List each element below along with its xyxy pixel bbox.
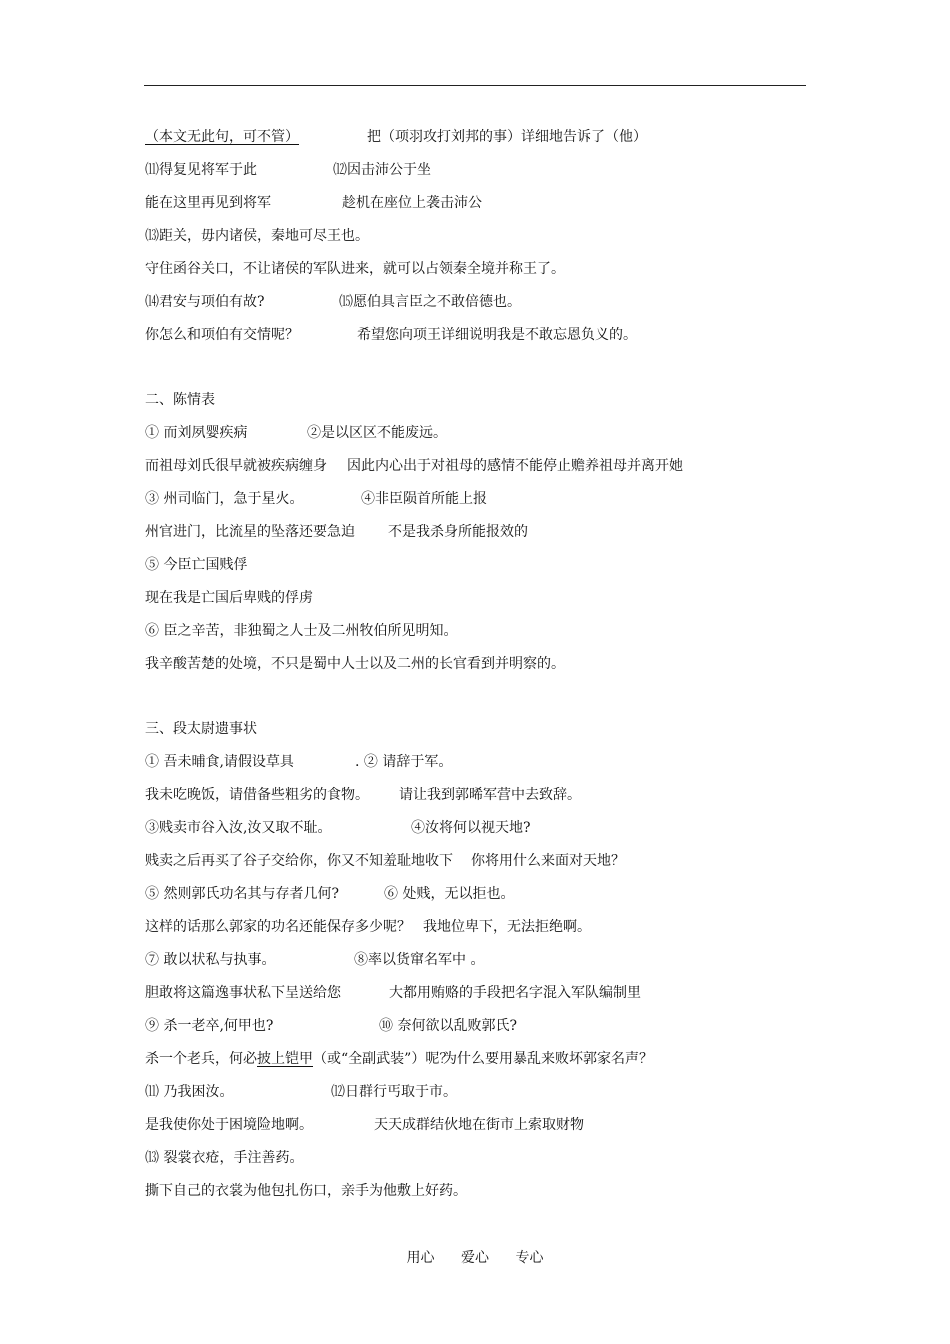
section-title: 二、陈情表 xyxy=(145,392,215,408)
text-line: 守住函谷关口，不让诸侯的军队进来，就可以占领秦全境并称王了。 xyxy=(145,261,565,277)
text-line: 能在这里再见到将军 趁机在座位上袭击沛公 xyxy=(145,195,482,211)
text-line: 胆敢将这篇逸事状私下呈送给您 大都用贿赂的手段把名字混入军队编制里 xyxy=(145,985,641,1001)
text-line: ⑤ 然则郭氏功名其与存者几何? ⑥ 处贱，无以拒也。 xyxy=(145,886,515,902)
text-line: 而祖母刘氏很早就被疾病缠身 因此内心出于对祖母的感情不能停止赡养祖母并离开她 xyxy=(145,458,683,474)
text-line: 杀一个老兵，何必披上铠甲（或“全副武装”）呢？为什么要用暴乱来败坏郭家名声？ xyxy=(145,1051,653,1067)
page-footer: 用心 爱心 专心 xyxy=(406,1250,544,1266)
text-line: ⑾得复见将军于此 ⑿因击沛公于坐 xyxy=(145,162,431,178)
header-rule xyxy=(144,85,806,86)
text-line: 我未吃晚饭，请借备些粗劣的食物。 请让我到郭晞军营中去致辞。 xyxy=(145,787,581,803)
note-underlined: （本文无此句，可不管） xyxy=(145,129,299,145)
section-title: 三、段太尉遗事状 xyxy=(145,721,257,737)
text-line: ⑦ 敢以状私与执事。 ⑧率以货窜名军中 。 xyxy=(145,952,485,968)
text-line: ③ 州司临门，急于星火。 ④非臣陨首所能上报 xyxy=(145,491,487,507)
text-line: 撕下自己的衣裳为他包扎伤口，亲手为他敷上好药。 xyxy=(145,1183,467,1199)
text-line: ① 吾未晡食,请假设草具 . ② 请辞于军。 xyxy=(145,754,453,770)
text-line: 是我使你处于困境险地啊。 天天成群结伙地在街市上索取财物 xyxy=(145,1117,584,1133)
text-line: ⒀ 裂裳衣疮，手注善药。 xyxy=(145,1150,304,1166)
text-line: ⑤ 今臣亡国贱俘 xyxy=(145,557,248,573)
text-line: ⒀距关，毋内诸侯，秦地可尽王也。 xyxy=(145,228,369,244)
text-line: ⑨ 杀一老卒,何甲也? ⑩ 奈何欲以乱败郭氏? xyxy=(145,1018,517,1034)
document-body xyxy=(145,126,825,1213)
text-line: 这样的话那么郭家的功名还能保存多少呢？ 我地位卑下，无法拒绝啊。 xyxy=(145,919,591,935)
text-line: 州官进门，比流星的坠落还要急迫 不是我杀身所能报效的 xyxy=(145,524,528,540)
text-line: （本文无此句，可不管） 把（项羽攻打刘邦的事）详细地告诉了（他） xyxy=(145,126,825,159)
text-line: 我辛酸苦楚的处境，不只是蜀中人士以及二州的长官看到并明察的。 xyxy=(145,656,565,672)
text-line: ③贱卖市谷入汝,汝又取不耻。 ④汝将何以视天地? xyxy=(145,820,531,836)
text-line: ① 而刘夙婴疾病 ②是以区区不能废远。 xyxy=(145,425,447,441)
text-line: ⒁君安与项伯有故? ⒂愿伯具言臣之不敢倍德也。 xyxy=(145,294,521,310)
text-line: 现在我是亡国后卑贱的俘虏 xyxy=(145,590,313,606)
text-line: ⑾ 乃我困汝。 ⑿日群行丐取于市。 xyxy=(145,1084,457,1100)
text-line: 你怎么和项伯有交情呢？ 希望您向项王详细说明我是不敢忘恩负义的。 xyxy=(145,327,637,343)
text-line: ⑥ 臣之辛苦，非独蜀之人士及二州牧伯所见明知。 xyxy=(145,623,458,639)
underlined-phrase: 披上铠甲 xyxy=(257,1051,313,1067)
text-line: 贱卖之后再买了谷子交给你，你又不知羞耻地收下 你将用什么来面对天地？ xyxy=(145,853,625,869)
